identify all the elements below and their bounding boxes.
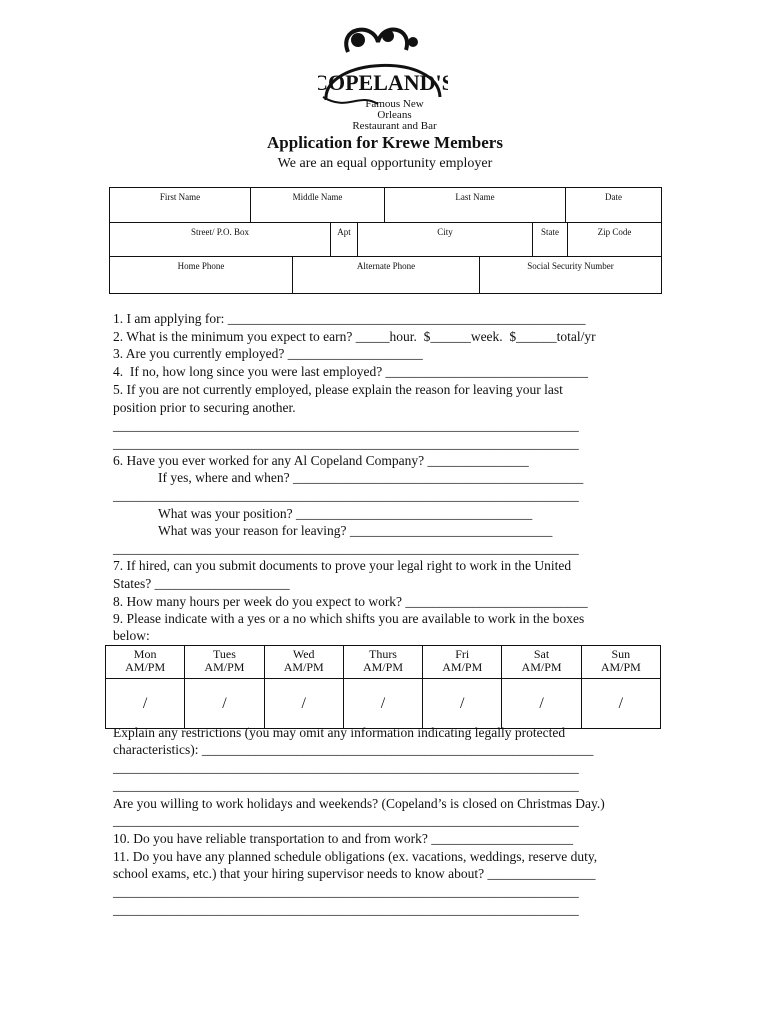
answer-line[interactable]: _____________________________________________________________________ bbox=[113, 418, 579, 433]
tagline-line-2: Restaurant and Bar bbox=[352, 120, 437, 132]
first-name-field[interactable]: First Name bbox=[159, 192, 201, 202]
question-7-line-2[interactable]: States? ____________________ bbox=[113, 576, 290, 591]
shift-day-sat: Sat AM/PM bbox=[502, 646, 581, 679]
question-6-where[interactable]: If yes, where and when? ___________________________________________ bbox=[158, 470, 584, 485]
logo-tagline bbox=[347, 99, 442, 132]
answer-line[interactable]: _____________________________________________________________________ bbox=[113, 541, 579, 556]
question-11-line-1: 11. Do you have any planned schedule obligations (ex. vacations, weddings, reserve duty, bbox=[113, 849, 598, 864]
shift-day-tues: Tues AM/PM bbox=[185, 646, 264, 679]
phone-row bbox=[109, 257, 662, 294]
street-field[interactable]: Street/ P.O. Box bbox=[190, 227, 249, 237]
last-name-field[interactable]: Last Name bbox=[384, 188, 565, 222]
page-subtitle: We are an equal opportunity employer bbox=[277, 156, 493, 171]
address-row bbox=[109, 223, 662, 257]
date-field[interactable]: Date bbox=[565, 188, 661, 222]
shift-day-wed: Wed AM/PM bbox=[264, 646, 343, 679]
shift-header-row bbox=[106, 646, 661, 679]
question-5-line-2: position prior to securing another. bbox=[113, 400, 296, 415]
home-phone-field[interactable]: Home Phone bbox=[177, 261, 225, 271]
name-row bbox=[109, 187, 662, 223]
answer-line[interactable]: _____________________________________________________________________ bbox=[113, 884, 579, 899]
shift-day-mon: Mon AM/PM bbox=[106, 646, 185, 679]
question-9-line-2: below: bbox=[113, 628, 150, 643]
restrictions-line-1: Explain any restrictions (you may omit any information indicating legally protected bbox=[113, 725, 566, 740]
shift-slot-mon[interactable]: / bbox=[106, 679, 185, 729]
shift-day-thurs: Thurs AM/PM bbox=[343, 646, 422, 679]
shift-slot-row bbox=[106, 679, 661, 729]
question-7-line-1: 7. If hired, can you submit documents to prove your legal right to work in the United bbox=[113, 558, 572, 573]
shift-slot-sun[interactable]: / bbox=[581, 679, 660, 729]
shift-slot-fri[interactable]: / bbox=[423, 679, 502, 729]
page-title: Application for Krewe Members bbox=[267, 133, 503, 152]
question-10[interactable]: 10. Do you have reliable transportation to and from work? _____________________ bbox=[113, 831, 574, 846]
answer-line[interactable]: _____________________________________________________________________ bbox=[113, 488, 579, 503]
question-5-line-1: 5. If you are not currently employed, please explain the reason for leaving your last bbox=[113, 382, 563, 397]
svg-text:COPELAND'S: COPELAND'S bbox=[318, 70, 448, 95]
city-field[interactable]: City bbox=[357, 223, 532, 256]
holidays-question: Are you willing to work holidays and weekends? (Copeland’s is closed on Christmas Day.) bbox=[113, 796, 605, 811]
question-6-reason[interactable]: What was your reason for leaving? ______________________________ bbox=[158, 523, 553, 538]
question-6-position[interactable]: What was your position? ___________________________________ bbox=[158, 506, 533, 521]
tagline-line-1: Famous New Orleans bbox=[365, 98, 424, 121]
question-1[interactable]: 1. I am applying for: _____________________________________________________ bbox=[113, 311, 586, 326]
shift-availability-table bbox=[105, 645, 661, 729]
answer-line[interactable]: _____________________________________________________________________ bbox=[113, 902, 579, 917]
ssn-field[interactable]: Social Security Number bbox=[479, 257, 661, 293]
shift-slot-thurs[interactable]: / bbox=[343, 679, 422, 729]
shift-day-sun: Sun AM/PM bbox=[581, 646, 660, 679]
state-field[interactable]: State bbox=[532, 223, 567, 256]
question-11-line-2[interactable]: school exams, etc.) that your hiring supervisor needs to know about? ________________ bbox=[113, 866, 596, 881]
zip-field[interactable]: Zip Code bbox=[567, 223, 661, 256]
question-3[interactable]: 3. Are you currently employed? ____________________ bbox=[113, 346, 423, 361]
shift-slot-wed[interactable]: / bbox=[264, 679, 343, 729]
apt-field[interactable]: Apt bbox=[330, 223, 357, 256]
shift-day-fri: Fri AM/PM bbox=[423, 646, 502, 679]
restrictions-line-2[interactable]: characteristics): __________________________________________________________ bbox=[113, 742, 594, 757]
question-6[interactable]: 6. Have you ever worked for any Al Copeland Company? _______________ bbox=[113, 453, 529, 468]
question-4[interactable]: 4. If no, how long since you were last employed? ______________________________ bbox=[113, 364, 589, 379]
applicant-info-grid bbox=[109, 187, 662, 294]
shift-slot-tues[interactable]: / bbox=[185, 679, 264, 729]
alternate-phone-field[interactable]: Alternate Phone bbox=[292, 257, 479, 293]
question-8[interactable]: 8. How many hours per week do you expect to work? ___________________________ bbox=[113, 594, 588, 609]
answer-line[interactable]: _____________________________________________________________________ bbox=[113, 778, 579, 793]
shift-slot-sat[interactable]: / bbox=[502, 679, 581, 729]
question-2[interactable]: 2. What is the minimum you expect to earn? _____hour. $______week. $______total/yr bbox=[113, 329, 596, 344]
answer-line[interactable]: _____________________________________________________________________ bbox=[113, 760, 579, 775]
question-9-line-1: 9. Please indicate with a yes or a no which shifts you are available to work in the boxes bbox=[113, 611, 585, 626]
middle-name-field[interactable]: Middle Name bbox=[250, 188, 384, 222]
answer-line[interactable]: _____________________________________________________________________ bbox=[113, 436, 579, 451]
answer-line[interactable]: _____________________________________________________________________ bbox=[113, 813, 579, 828]
